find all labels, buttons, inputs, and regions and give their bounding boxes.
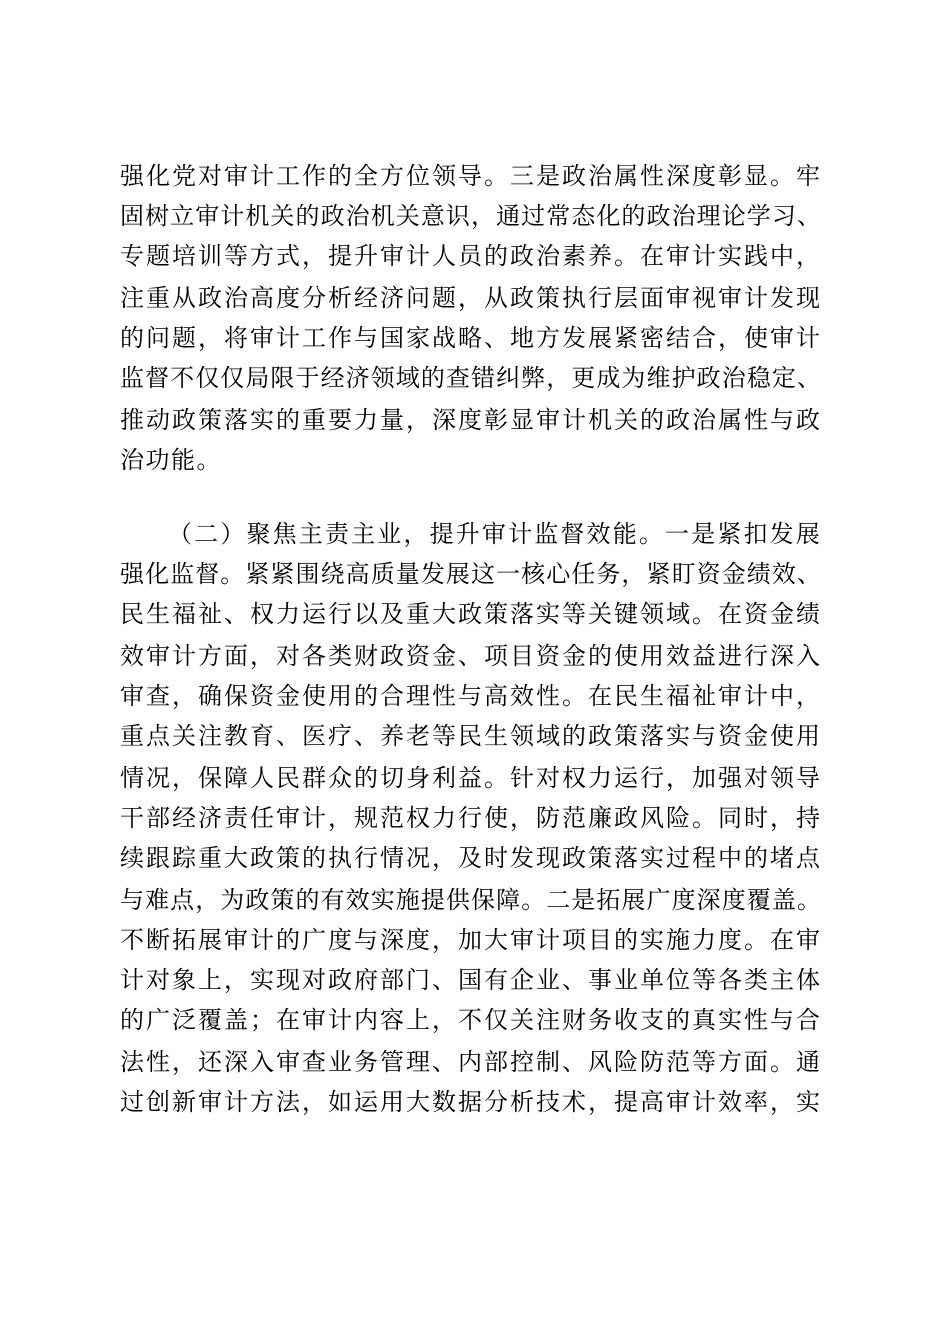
text-line: 过创新审计方法，如运用大数据分析技术，提高审计效率，实 — [120, 1088, 822, 1116]
text-line: 固树立审计机关的政治机关意识，通过常态化的政治理论学习、 — [120, 202, 822, 230]
text-line: 情况，保障人民群众的切身利益。针对权力运行，加强对领导 — [120, 764, 822, 792]
text-line: 专题培训等方式，提升审计人员的政治素养。在审计实践中， — [120, 242, 822, 270]
text-line: 治功能。 — [120, 446, 222, 474]
text-line: 干部经济责任审计，规范权力行使，防范廉政风险。同时，持 — [120, 804, 822, 832]
text-line: 强化监督。紧紧围绕高质量发展这一核心任务，紧盯资金绩效、 — [120, 560, 822, 588]
text-line: 监督不仅仅局限于经济领域的查错纠弊，更成为维护政治稳定、 — [120, 364, 822, 392]
text-line: 强化党对审计工作的全方位领导。三是政治属性深度彰显。牢 — [120, 162, 822, 190]
text-line: 民生福祉、权力运行以及重大政策落实等关键领域。在资金绩 — [120, 600, 822, 628]
text-line: 的广泛覆盖；在审计内容上，不仅关注财务收支的真实性与合 — [120, 1006, 822, 1034]
text-line: 与难点，为政策的有效实施提供保障。二是拓展广度深度覆盖。 — [120, 886, 822, 914]
text-line: 审查，确保资金使用的合理性与高效性。在民生福祉审计中， — [120, 682, 822, 710]
section-heading-line: （二）聚焦主责主业，提升审计监督效能。一是紧扣发展 — [168, 520, 822, 548]
text-line: 续跟踪重大政策的执行情况，及时发现政策落实过程中的堵点 — [120, 844, 822, 872]
text-line: 的问题，将审计工作与国家战略、地方发展紧密结合，使审计 — [120, 324, 822, 352]
text-line: 注重从政治高度分析经济问题，从政策执行层面审视审计发现 — [120, 284, 822, 312]
text-line: 效审计方面，对各类财政资金、项目资金的使用效益进行深入 — [120, 642, 822, 670]
text-line: 计对象上，实现对政府部门、国有企业、事业单位等各类主体 — [120, 966, 822, 994]
text-line: 不断拓展审计的广度与深度，加大审计项目的实施力度。在审 — [120, 926, 822, 954]
text-line: 法性，还深入审查业务管理、内部控制、风险防范等方面。通 — [120, 1048, 822, 1076]
text-line: 推动政策落实的重要力量，深度彰显审计机关的政治属性与政 — [120, 406, 822, 434]
text-line: 重点关注教育、医疗、养老等民生领域的政策落实与资金使用 — [120, 722, 822, 750]
